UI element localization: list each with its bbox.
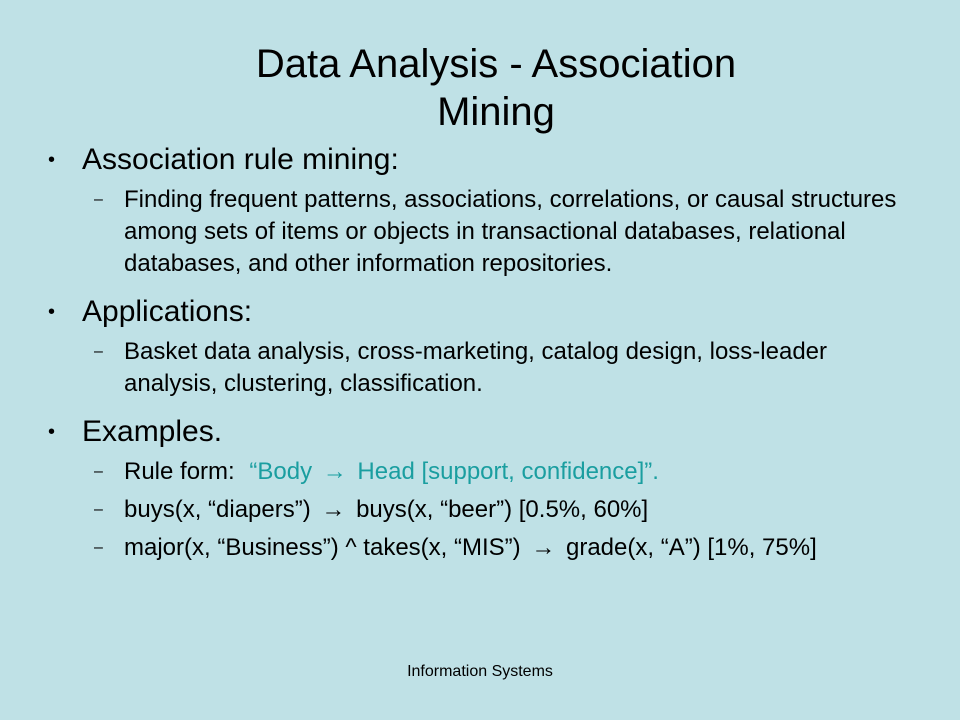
dash-icon: – xyxy=(94,501,103,518)
arrow-icon: → xyxy=(531,534,556,561)
example-2-left: major(x, “Business”) ^ takes(x, “MIS”) xyxy=(124,534,521,561)
arrow-icon: → xyxy=(321,496,346,523)
title-line-2: Mining xyxy=(437,90,555,134)
slide-content xyxy=(44,142,924,564)
bullet-icon: • xyxy=(48,421,56,443)
slide-title xyxy=(0,40,960,136)
bullet-association-rule-mining xyxy=(44,142,924,178)
bullet-applications xyxy=(44,294,924,330)
dash-icon: – xyxy=(94,343,103,360)
rule-form-head: Head [support, confidence]”. xyxy=(357,458,659,485)
rule-form-body: Body xyxy=(257,458,313,485)
bullet-icon: • xyxy=(48,301,56,323)
sub-bullet-definition xyxy=(44,184,924,280)
sub-bullet-example-business xyxy=(44,532,924,564)
bullet-examples xyxy=(44,414,924,450)
bullet-icon: • xyxy=(48,149,56,171)
sub-bullet-rule-form xyxy=(44,456,924,488)
example-1-right: buys(x, “beer”) [0.5%, 60%] xyxy=(356,496,649,523)
dash-icon: – xyxy=(94,191,103,208)
example-1-left: buys(x, “diapers”) xyxy=(124,496,311,523)
arrow-icon: → xyxy=(322,458,347,485)
sub-bullet-text: Finding frequent patterns, associations, correlations, or causal structures among sets of items or objects in transactional databases, relational databases, and other information repositories. xyxy=(124,186,897,277)
bullet-text: Association rule mining: xyxy=(82,143,399,176)
title-line-1: Data Analysis - Association xyxy=(255,42,737,86)
bullet-text: Applications: xyxy=(82,295,253,328)
dash-icon: – xyxy=(94,539,103,556)
sub-bullet-text: Basket data analysis, cross-marketing, catalog design, loss-leader analysis, clustering, classification. xyxy=(124,338,828,397)
bullet-text: Examples. xyxy=(82,415,223,448)
rule-form-quote: “ xyxy=(249,458,258,485)
sub-bullet-applications-list xyxy=(44,336,924,400)
rule-form-label: Rule form: xyxy=(124,458,235,485)
example-2-right: grade(x, “A”) [1%, 75%] xyxy=(565,534,817,561)
dash-icon: – xyxy=(94,463,103,480)
footer-text: Information Systems xyxy=(407,663,553,680)
sub-bullet-example-diapers xyxy=(44,494,924,526)
